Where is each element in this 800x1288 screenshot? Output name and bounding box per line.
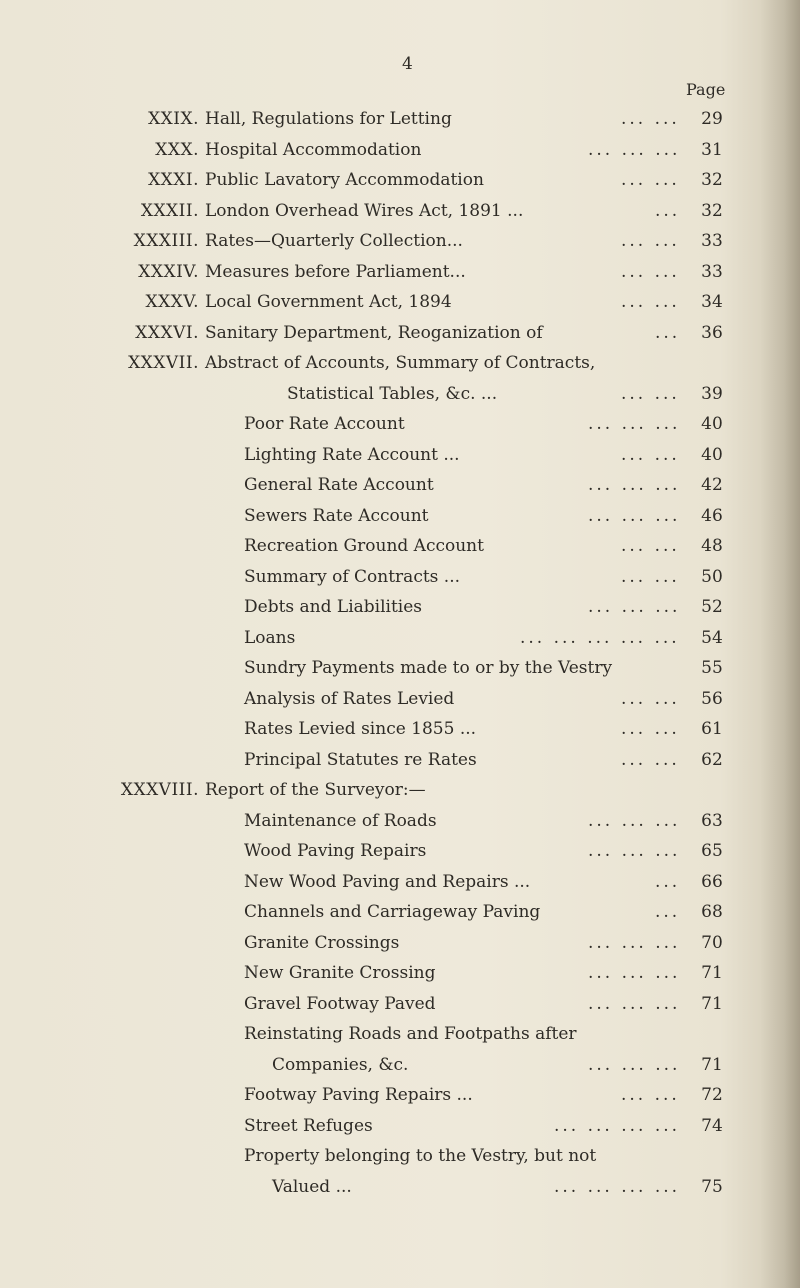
section-number: XXXIII. bbox=[133, 231, 199, 251]
dot-leader: ... bbox=[655, 902, 681, 922]
toc-entry bbox=[0, 1050, 800, 1081]
dot-leader: ... ... bbox=[621, 231, 680, 251]
entry-page-number: 46 bbox=[701, 505, 723, 526]
entry-title: Public Lavatory Accommodation bbox=[205, 170, 484, 190]
toc-entry bbox=[0, 196, 800, 227]
toc-entry bbox=[0, 836, 800, 867]
toc-entry bbox=[0, 409, 800, 440]
section-number: XXIX. bbox=[148, 109, 199, 129]
entry-page-number: 71 bbox=[701, 963, 723, 983]
entry-page-number: 36 bbox=[701, 322, 723, 343]
entry-title: Footway Paving Repairs ... bbox=[244, 1085, 473, 1105]
entry-title: Principal Statutes re Rates bbox=[244, 749, 477, 770]
entry-page-number: 62 bbox=[701, 749, 723, 770]
dot-leader: ... ... ... bbox=[588, 841, 681, 861]
dot-leader: ... bbox=[655, 200, 681, 221]
entry-page-number: 48 bbox=[701, 536, 723, 556]
entry-page-number: 74 bbox=[701, 1115, 723, 1136]
entry-title: General Rate Account bbox=[244, 475, 434, 495]
dot-leader: ... ... ... ... bbox=[554, 1115, 681, 1136]
toc-entry bbox=[0, 775, 800, 806]
dot-leader: ... ... bbox=[621, 566, 680, 587]
section-number: XXXVIII. bbox=[120, 780, 199, 800]
toc-entry bbox=[0, 318, 800, 349]
entry-title: Hospital Accommodation bbox=[205, 139, 422, 160]
dot-leader: ... ... bbox=[621, 1085, 680, 1105]
toc-entry bbox=[0, 226, 800, 257]
entry-title: London Overhead Wires Act, 1891 ... bbox=[205, 200, 524, 221]
section-number: XXXVI. bbox=[135, 322, 199, 343]
section-number: XXXVII. bbox=[128, 353, 199, 373]
entry-page-number: 34 bbox=[701, 292, 723, 312]
entry-title: Hall, Regulations for Letting bbox=[205, 109, 452, 129]
toc-entry bbox=[0, 1141, 800, 1172]
entry-title: Companies, &c. bbox=[272, 1054, 409, 1075]
toc-entry bbox=[0, 257, 800, 288]
entry-page-number: 40 bbox=[701, 414, 723, 434]
entry-title: Report of the Surveyor:— bbox=[205, 780, 426, 800]
entry-title: Measures before Parliament... bbox=[205, 261, 466, 282]
toc-entry bbox=[0, 1019, 800, 1050]
toc-entry bbox=[0, 135, 800, 166]
entry-page-number: 71 bbox=[701, 993, 723, 1014]
dot-leader: ... ... ... bbox=[588, 1054, 681, 1075]
toc-entry bbox=[0, 348, 800, 379]
section-number: XXXV. bbox=[145, 292, 199, 312]
toc-entry bbox=[0, 1111, 800, 1142]
entry-page-number: 50 bbox=[701, 566, 723, 587]
entry-title: Granite Crossings bbox=[244, 932, 400, 953]
entry-title: Sewers Rate Account bbox=[244, 505, 429, 526]
entry-title: Poor Rate Account bbox=[244, 414, 405, 434]
entry-page-number: 66 bbox=[701, 871, 723, 892]
dot-leader: ... bbox=[655, 322, 681, 343]
dot-leader: ... ... ... bbox=[588, 414, 681, 434]
page-number: 4 bbox=[402, 54, 413, 74]
entry-title: Sundry Payments made to or by the Vestry bbox=[244, 658, 613, 678]
toc-entry bbox=[0, 379, 800, 410]
dot-leader: ... ... ... bbox=[588, 475, 681, 495]
entry-page-number: 32 bbox=[701, 170, 723, 190]
toc-entry bbox=[0, 1172, 800, 1203]
toc-entry bbox=[0, 897, 800, 928]
dot-leader: ... ... bbox=[621, 383, 680, 404]
dot-leader: ... ... ... bbox=[588, 505, 681, 526]
toc-entry bbox=[0, 531, 800, 562]
dot-leader: ... ... bbox=[621, 292, 680, 312]
entry-title: Analysis of Rates Levied bbox=[244, 688, 455, 709]
entry-page-number: 72 bbox=[701, 1085, 723, 1105]
section-number: XXXI. bbox=[148, 170, 199, 190]
toc-entry bbox=[0, 287, 800, 318]
entry-title: Statistical Tables, &c. ... bbox=[287, 383, 498, 404]
dot-leader: ... ... ... ... bbox=[554, 1176, 681, 1197]
toc-entry bbox=[0, 653, 800, 684]
dot-leader: ... ... bbox=[621, 719, 680, 739]
dot-leader: ... ... ... bbox=[588, 932, 681, 953]
entry-title: Sanitary Department, Reoganization of bbox=[205, 322, 543, 343]
dot-leader: ... ... ... ... ... bbox=[520, 627, 680, 648]
page-column-header: Page bbox=[686, 80, 726, 99]
entry-page-number: 61 bbox=[701, 719, 723, 739]
dot-leader: ... bbox=[655, 871, 681, 892]
toc-entry bbox=[0, 501, 800, 532]
entry-title: Rates Levied since 1855 ... bbox=[244, 719, 477, 739]
entry-title: New Granite Crossing bbox=[244, 963, 436, 983]
toc-entry bbox=[0, 592, 800, 623]
entry-title: Gravel Footway Paved bbox=[244, 993, 436, 1014]
entry-page-number: 71 bbox=[701, 1054, 723, 1075]
entry-page-number: 29 bbox=[701, 109, 723, 129]
entry-title: Recreation Ground Account bbox=[244, 536, 484, 556]
toc-entry bbox=[0, 165, 800, 196]
toc-entry bbox=[0, 806, 800, 837]
entry-page-number: 54 bbox=[701, 627, 723, 648]
dot-leader: ... ... bbox=[621, 536, 680, 556]
entry-page-number: 68 bbox=[701, 902, 723, 922]
entry-title: Summary of Contracts ... bbox=[244, 566, 461, 587]
entry-page-number: 39 bbox=[701, 383, 723, 404]
entry-title: Street Refuges bbox=[244, 1115, 373, 1136]
dot-leader: ... ... bbox=[621, 444, 680, 465]
toc-entry bbox=[0, 989, 800, 1020]
dot-leader: ... ... ... bbox=[588, 139, 681, 160]
toc-entry bbox=[0, 104, 800, 135]
section-number: XXXIV. bbox=[138, 261, 199, 282]
entry-title: Abstract of Accounts, Summary of Contracts, bbox=[205, 353, 596, 373]
entry-page-number: 65 bbox=[701, 841, 723, 861]
entry-page-number: 40 bbox=[701, 444, 723, 465]
dot-leader: ... ... bbox=[621, 261, 680, 282]
entry-title: Loans bbox=[244, 627, 296, 648]
entry-page-number: 33 bbox=[701, 261, 723, 282]
entry-title: Local Government Act, 1894 bbox=[205, 292, 452, 312]
toc-entry bbox=[0, 745, 800, 776]
entry-title: Wood Paving Repairs bbox=[244, 841, 427, 861]
entry-title: Property belonging to the Vestry, but not bbox=[244, 1146, 597, 1166]
toc-entry bbox=[0, 958, 800, 989]
dot-leader: ... ... ... bbox=[588, 963, 681, 983]
entry-title: Maintenance of Roads bbox=[244, 810, 437, 831]
entry-title: Valued ... bbox=[272, 1176, 352, 1197]
toc-entry bbox=[0, 928, 800, 959]
dot-leader: ... ... bbox=[621, 749, 680, 770]
entry-page-number: 75 bbox=[701, 1176, 723, 1197]
entry-title: Debts and Liabilities bbox=[244, 597, 423, 617]
toc-entry bbox=[0, 1080, 800, 1111]
toc-entry bbox=[0, 867, 800, 898]
entry-page-number: 42 bbox=[701, 475, 723, 495]
dot-leader: ... ... bbox=[621, 109, 680, 129]
section-number: XXXII. bbox=[140, 200, 199, 221]
entry-page-number: 32 bbox=[701, 200, 723, 221]
dot-leader: ... ... ... bbox=[588, 993, 681, 1014]
toc-entry bbox=[0, 470, 800, 501]
toc-entry bbox=[0, 623, 800, 654]
toc-entry bbox=[0, 714, 800, 745]
toc-entry bbox=[0, 440, 800, 471]
dot-leader: ... ... ... bbox=[588, 597, 681, 617]
section-number: XXX. bbox=[155, 139, 199, 160]
entry-page-number: 52 bbox=[701, 597, 723, 617]
entry-page-number: 33 bbox=[701, 231, 723, 251]
table-of-contents bbox=[0, 104, 800, 1202]
entry-page-number: 63 bbox=[701, 810, 723, 831]
entry-title: Rates—Quarterly Collection... bbox=[205, 231, 463, 251]
entry-page-number: 56 bbox=[701, 688, 723, 709]
entry-page-number: 70 bbox=[701, 932, 723, 953]
entry-title: New Wood Paving and Repairs ... bbox=[244, 871, 531, 892]
dot-leader: ... ... ... bbox=[588, 810, 681, 831]
entry-page-number: 31 bbox=[701, 139, 723, 160]
dot-leader: ... ... bbox=[621, 688, 680, 709]
dot-leader: ... ... bbox=[621, 170, 680, 190]
entry-page-number: 55 bbox=[701, 658, 723, 678]
toc-entry bbox=[0, 562, 800, 593]
toc-entry bbox=[0, 684, 800, 715]
entry-title: Reinstating Roads and Footpaths after bbox=[244, 1024, 577, 1044]
entry-title: Lighting Rate Account ... bbox=[244, 444, 460, 465]
entry-title: Channels and Carriageway Paving bbox=[244, 902, 541, 922]
